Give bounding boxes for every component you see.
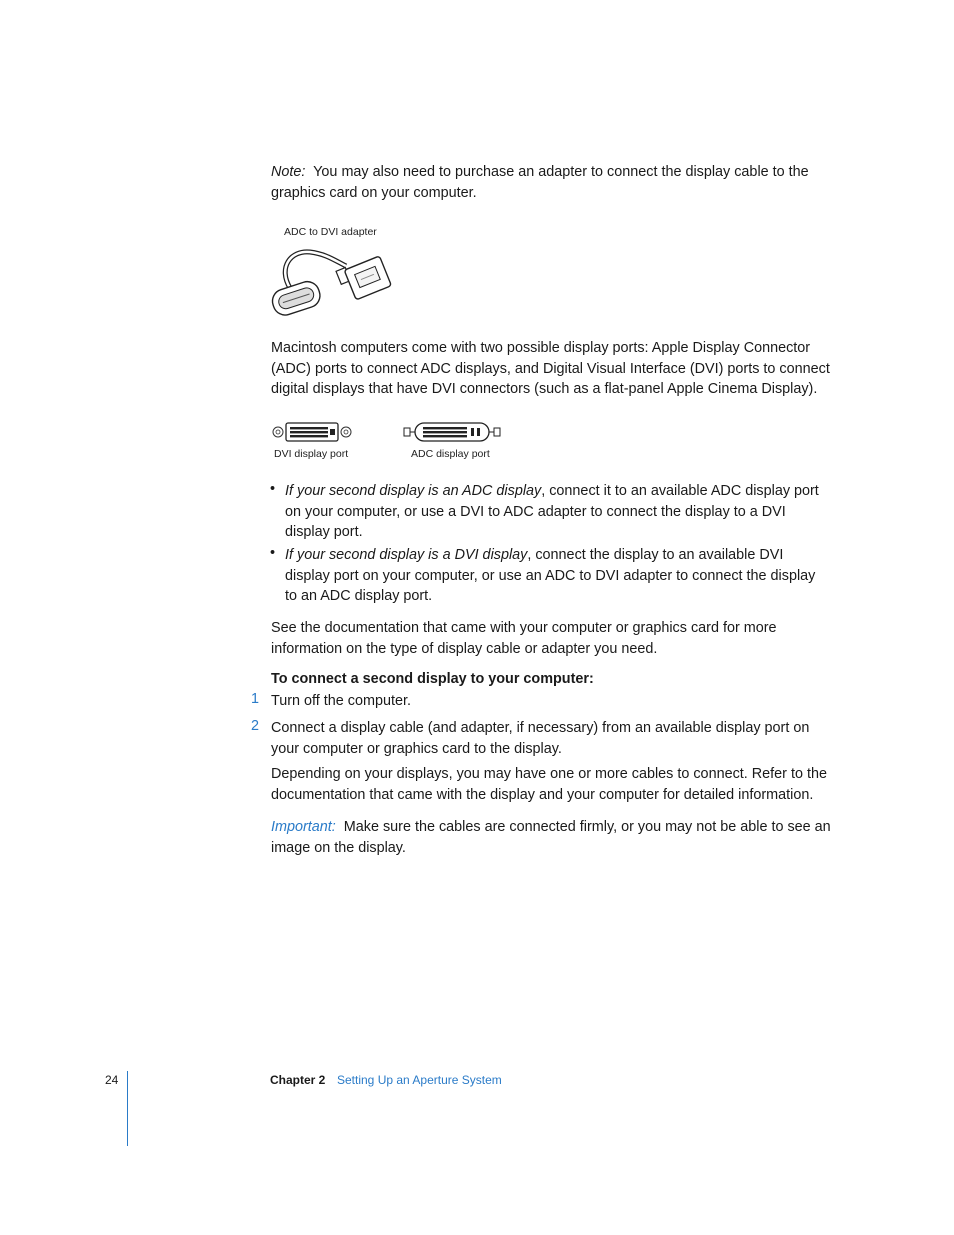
- adc-to-dvi-adapter-illustration: [268, 246, 394, 324]
- bullet-adc-display: [285, 481, 830, 543]
- page-number: 24: [105, 1073, 119, 1087]
- step-text: Turn off the computer.: [271, 693, 411, 709]
- footer-divider: [127, 1071, 128, 1146]
- bullet-text: , connect it to an available ADC display port on your computer, or use a DVI to ADC adapter to connect the display to a DVI display port.: [285, 483, 819, 540]
- important-text: Make sure the cables are connected firmly, or you may not be able to see an image on the display.: [271, 819, 831, 856]
- note-label: Note:: [271, 164, 306, 180]
- bullet-marker: •: [270, 545, 276, 561]
- footer-chapter: Chapter 2: [270, 1073, 326, 1087]
- step-text: Connect a display cable (and adapter, if necessary) from an available display port on your computer or graphics card to the display.: [271, 720, 810, 757]
- note-paragraph: [271, 162, 831, 203]
- bullet-lead: If your second display is an ADC display: [285, 483, 542, 499]
- bullet-marker: •: [270, 481, 276, 497]
- display-ports-paragraph: Macintosh computers come with two possible display ports: Apple Display Connector (ADC) ports to connect ADC displays, and Digital Visual Interface (DVI) ports to connect digital displays that have DVI connectors (such as a flat-panel Apple Cinema Display).: [271, 340, 830, 397]
- adc-port-icon: [403, 421, 501, 443]
- adc-port-caption: ADC display port: [411, 448, 490, 460]
- bullet-dvi-display: [285, 545, 830, 607]
- bullet-text: , connect the display to an available DVI display port on your computer, or use an ADC to DVI adapter to connect the display to an ADC display port.: [285, 547, 816, 604]
- note-text: You may also need to purchase an adapter to connect the display cable to the graphics card on your computer.: [271, 164, 809, 201]
- procedure-heading: To connect a second display to your computer:: [271, 671, 594, 687]
- dvi-port-caption: DVI display port: [274, 448, 349, 460]
- footer-chapter-title[interactable]: Setting Up an Aperture System: [337, 1073, 502, 1087]
- bullet-lead: If your second display is a DVI display: [285, 547, 528, 563]
- step-number: 1: [251, 691, 260, 707]
- dvi-port-icon: [270, 421, 356, 443]
- see-documentation-paragraph: See the documentation that came with your computer or graphics card for more information on the type of display cable or adapter you need.: [271, 620, 777, 657]
- step-followup-paragraph: Depending on your displays, you may have one or more cables to connect. Refer to the documentation that came with the display and your computer for detailed information.: [271, 766, 827, 803]
- adapter-caption: ADC to DVI adapter: [284, 226, 377, 238]
- important-paragraph: [271, 817, 831, 858]
- step-number: 2: [251, 718, 260, 734]
- important-label: Important:: [271, 819, 336, 835]
